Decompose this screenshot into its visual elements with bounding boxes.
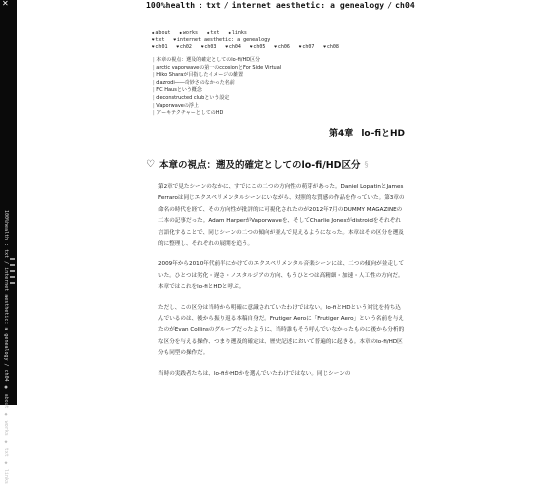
sidebar-indicators <box>10 258 16 288</box>
tag-grid <box>152 29 362 50</box>
paragraph: 第2章で見たシーンのなかに、すでにこの二つの方向性の萌芽があった。Daniel LopatinとJames Ferraroは同じエクスペリメンタルシーンにいながら、対照的な質感の作品を作っていた。第3章の命名の時代を経て、その方向性が批評的に可視化されたのが2012年7月のDUMMY MAGAZINEの二本の記事だった。Adam HarperがVaporwaveを、そしてCharlie Jonesがdistroidをそれぞれ言語化することで、同じシーンの二つの傾向が並んで見えるようになった。本章はその区分を遡及的に整理し、それぞれの展開を追う。 <box>158 184 405 248</box>
breadcrumb: 100%health : txt / internet aesthetic: a genealogy / ch04 <box>146 1 415 10</box>
breadcrumb-book[interactable]: internet aesthetic: a genealogy <box>231 1 385 10</box>
sidebar-nav-text[interactable]: ● about ◆ works ◆ txt ◆ links <box>3 384 9 484</box>
tag-ch03[interactable]: ♥ ch03 <box>201 44 216 50</box>
breadcrumb-home[interactable]: 100%health <box>146 1 196 10</box>
heart-icon[interactable]: ♡ <box>146 158 155 170</box>
section-heading <box>146 157 369 171</box>
section-anchor-icon[interactable]: § <box>364 159 369 169</box>
table-of-contents <box>153 57 281 118</box>
sidebar-path-text: 100%health : txt / internet aesthetic: a genealogy / ch04 <box>3 210 9 382</box>
toc-item[interactable]: | Vaporwaveの浮上 <box>153 103 281 111</box>
toc-item[interactable]: | dazrodi――奇妙さのなかった名前 <box>153 80 281 88</box>
tag-path-txt[interactable]: ♥ txt <box>152 37 164 43</box>
chapter-title: lo-fiとHD <box>361 129 405 139</box>
toc-item[interactable]: | deconstructed clubという設定 <box>153 95 281 103</box>
tag-ch01[interactable]: ♥ ch01 <box>152 44 167 50</box>
tag-ch02[interactable]: ♥ ch02 <box>176 44 191 50</box>
breadcrumb-txt[interactable]: txt <box>206 1 221 10</box>
sidebar <box>0 0 17 484</box>
paragraph: 当時の実践者たちは、lo-fiかHDかを選んでいたわけではない。同じシーンの <box>158 370 351 377</box>
toc-item[interactable]: | 本章の視点：遡及的確定としてのlo-fi/HD区分 <box>153 57 281 65</box>
tag-ch08[interactable]: ♥ ch08 <box>323 44 338 50</box>
tag-row-chapters <box>152 43 362 50</box>
tag-row-path <box>152 36 362 43</box>
toc-item[interactable]: | Hiko Sharaが目指したイメージの雑置 <box>153 72 281 80</box>
toc-item[interactable]: | アーキテクチャーとしてのHD <box>153 110 281 118</box>
toc-item[interactable]: | arctic vaporwaveの第一のccosionとFor Side Virtual <box>153 65 281 73</box>
tag-ch05[interactable]: ♥ ch05 <box>250 44 265 50</box>
tag-ch04[interactable]: ♥ ch04 <box>225 44 240 50</box>
article-body <box>158 182 406 380</box>
chapter-heading <box>329 126 405 139</box>
paragraph: 2009年から2010年代前半にかけてのエクスペリメンタル音楽シーンには、二つの傾向が並走していた。ひとつは劣化・遅さ・ノスタルジアの方向、もうひとつは高精細・加速・人工性の方向だ。本章ではこれをlo-fiとHDと呼ぶ。 <box>158 261 405 291</box>
indicator-bar <box>10 270 15 272</box>
chapter-number: 第4章 <box>329 129 354 139</box>
tag-ch06[interactable]: ♥ ch06 <box>274 44 289 50</box>
tag-path-book[interactable]: ♥ internet aesthetic: a genealogy <box>173 37 270 43</box>
tag-about[interactable]: ◆ about <box>152 30 170 36</box>
tag-works[interactable]: ◆ works <box>180 30 198 36</box>
sidebar-vertical-text <box>1 210 9 484</box>
section-title: 本章の視点：遡及的確定としてのlo-fi/HD区分 <box>158 160 361 171</box>
close-icon[interactable]: ✕ <box>2 0 9 8</box>
tag-ch07[interactable]: ♥ ch07 <box>299 44 314 50</box>
indicator-bar <box>10 264 15 266</box>
breadcrumb-chapter: ch04 <box>395 1 415 10</box>
indicator-bar <box>10 258 15 260</box>
tag-links[interactable]: ◆ links <box>228 30 246 36</box>
paragraph: ただし、この区分は当時から明確に意識されていたわけではない。lo-fiとHDという対比を持ち込んでいるのは、後から振り返る本稿自身だ。Frutiger Aeroに「Frutiger Aero」という名前を与えたのがEvan Collinsのグループだったように、当時誰もそう呼んでいなかったものに後から分析的な区分を与える操作、つまり遡及的確定は、歴史記述において普遍的に起きる。本章のlo-fi/HD区分も同型の操作だ。 <box>158 304 405 357</box>
tag-txt[interactable]: ◆ txt <box>207 30 219 36</box>
indicator-bar <box>10 276 15 278</box>
toc-item[interactable]: | FC Hausという概念 <box>153 87 281 95</box>
tag-row-nav <box>152 29 362 36</box>
indicator-bar <box>10 282 15 284</box>
